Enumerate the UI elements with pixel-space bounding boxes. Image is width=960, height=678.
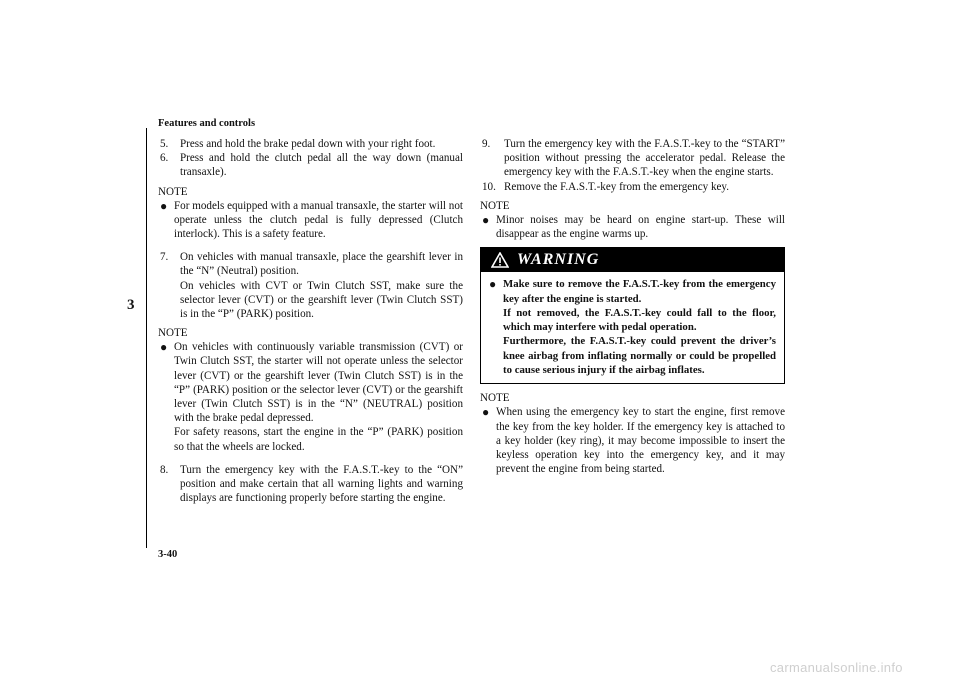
note-label: NOTE [158,185,188,198]
note-label: NOTE [480,199,510,212]
note-item: ● When using the emergency key to start the engine, first remove the key from the key holder. If the emergency key is attached to a key holder (key ring), it may become impossible to insert the keyless operation key into the emergency key, and it may prevent the engine from being started. [482,405,785,476]
note-label: NOTE [480,392,510,405]
note-label: NOTE [158,327,188,340]
note-item: ● For models equipped with a manual transaxle, the starter will not operate unless the clutch pedal is fully depressed (Clutch interlock). This is a safety feature. [160,198,463,241]
step-9: 9. Turn the emergency key with the F.A.S.T.-key to the “START” position without pressing the accelerator pedal. Release the emergency key with the F.A.S.T.-key when the engine starts. [482,138,785,179]
step-5: 5. Press and hold the brake pedal down with your right foot. [160,138,436,150]
warning-body: ● Make sure to remove the F.A.S.T.-key from the emergency key after the engine is started. If not removed, the F.A.S.T.-key could fall to the floor, which may interfere with pedal operation. Furthermore, the F.A.S.T.-key could prevent the driver’s knee airbag from inflating normally or could be propelled to cause serious injury if the airbag inflates. [489,277,776,376]
bullet-icon: ● [482,212,490,227]
chapter-number: 3 [127,297,135,313]
chapter-divider [146,128,147,548]
page-number: 3-40 [158,549,178,560]
watermark: carmanualsonline.info [770,660,903,675]
bullet-icon: ● [160,340,168,355]
right-column [480,137,785,476]
left-column [158,137,463,505]
bullet-icon: ● [489,277,497,292]
step-8: 8. Turn the emergency key with the F.A.S.T.-key to the “ON” position and make certain that all warning lights and warning displays are functioning properly before starting the engine. [160,463,463,505]
warning-triangle-icon [491,252,509,268]
note-item: ● Minor noises may be heard on engine start-up. These will disappear as the engine warms up. [482,212,785,241]
warning-box [480,247,785,384]
step-6: 6. Press and hold the clutch pedal all the way down (manual transaxle). [160,152,463,179]
warning-title: WARNING [517,251,600,269]
bullet-icon: ● [160,198,168,213]
section-title: Features and controls [158,118,256,129]
warning-header [481,248,784,272]
step-10: 10. Remove the F.A.S.T.-key from the emergency key. [482,180,730,193]
note-item: ● On vehicles with continuously variable transmission (CVT) or Twin Clutch SST, the starter will not operate unless the selector lever (CVT) or the gearshift lever (Twin Clutch SST) is in the “P” (PARK) position or the selector lever (CVT) or the gearshift lever (Twin Clutch SST) is in the “N” (NEUTRAL) position with the brake pedal depressed. For safety reasons, start the engine in the “P” (PARK) position so that the wheels are locked. [160,340,463,453]
bullet-icon: ● [482,405,490,420]
step-7: 7. On vehicles with manual transaxle, place the gearshift lever in the “N” (Neutral) position. On vehicles with CVT or Twin Clutch SST, make sure the selector lever (CVT) or the gearshift lever (Twin Clutch SST) is in the “P” (PARK) position. [160,251,463,321]
